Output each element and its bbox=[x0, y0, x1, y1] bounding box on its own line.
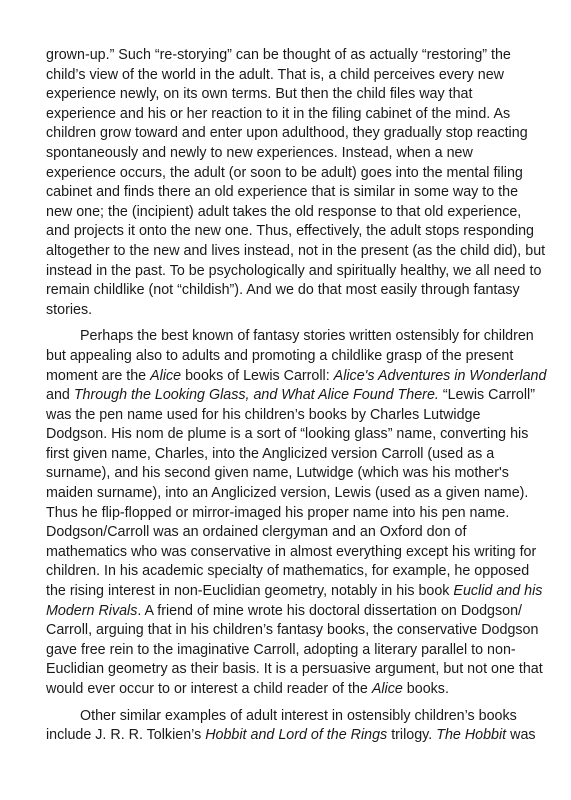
text-line bbox=[46, 523, 532, 543]
text-run: would ever occur to or interest a child reader of the bbox=[46, 681, 372, 697]
text-run: mathematics who was conservative in almost everything except his writing for bbox=[46, 543, 537, 560]
text-run: altogether to the new and lives instead, not in the present (as the child did), but bbox=[46, 242, 546, 259]
text-run: instead in the past. To be psychologically and spiritually healthy, we all need to bbox=[46, 262, 542, 279]
text-line bbox=[46, 105, 532, 125]
text-run: first given name, Charles, into the Anglicized version Carroll (used as a bbox=[46, 445, 495, 462]
text-run: moment are the bbox=[46, 367, 151, 384]
text-run: gave free rein to the imaginative Carroll, adopting a literary parallel to non- bbox=[46, 641, 516, 658]
text-line bbox=[46, 726, 536, 746]
text-line bbox=[46, 504, 532, 524]
text-line bbox=[46, 707, 532, 727]
italic-title: Hobbit and Lord of the Rings bbox=[205, 727, 388, 744]
text-line bbox=[46, 425, 532, 445]
text-run: was the pen name used for his children’s books by Charles Lutwidge bbox=[46, 406, 481, 423]
text-line bbox=[46, 164, 532, 184]
text-line bbox=[46, 203, 532, 223]
body-paragraph bbox=[46, 327, 547, 699]
text-line bbox=[46, 327, 532, 347]
text-run: remain childlike (not “childish”). And we do that most easily through fantasy bbox=[46, 282, 520, 299]
text-line bbox=[46, 641, 532, 661]
text-line bbox=[46, 582, 543, 602]
text-line bbox=[46, 242, 546, 262]
document-page bbox=[46, 46, 547, 746]
italic-title: Modern Rivals bbox=[46, 602, 138, 619]
text-run: but appealing also to adults and promoting a childlike grasp of the present bbox=[46, 347, 514, 364]
text-line bbox=[46, 660, 543, 680]
text-line bbox=[46, 301, 532, 321]
text-run: trilogy. bbox=[387, 727, 437, 744]
text-run: maiden surname), into an Anglicized version, Lewis (used as a given name). bbox=[46, 485, 529, 502]
text-run: cabinet and finds there an old experience that is similar in some way to the bbox=[46, 184, 519, 201]
text-run: and projects it onto the new one. Thus, effectively, the adult stops responding bbox=[46, 223, 534, 240]
body-paragraph bbox=[46, 707, 536, 746]
text-run: surname), and his second given name, Lutwidge (which was his mother's bbox=[46, 465, 509, 482]
text-run: the rising interest in non-Euclidian geometry, notably in his book bbox=[46, 583, 454, 600]
text-line bbox=[46, 484, 532, 504]
text-run: include J. R. R. Tolkien’s bbox=[46, 727, 206, 744]
text-run: Dodgson/Carroll was an ordained clergyman and an Oxford don of bbox=[46, 524, 467, 541]
text-run: experience and his or her reaction to it in the filing cabinet of the mind. As bbox=[46, 105, 511, 122]
text-line bbox=[46, 124, 532, 144]
text-run: experience occurs, the adult (or soon to be adult) goes into the mental filing bbox=[46, 164, 523, 181]
text-run: Thus he flip-flopped or mirror-imaged his proper name into his pen name. bbox=[46, 504, 510, 521]
text-line bbox=[46, 222, 532, 242]
text-line bbox=[46, 46, 532, 66]
italic-title: Alice bbox=[371, 681, 403, 697]
text-run: books. bbox=[402, 681, 449, 697]
text-line bbox=[46, 602, 532, 622]
text-line bbox=[46, 367, 547, 387]
text-run: experience newly, on its own terms. But then the child files way that bbox=[46, 86, 473, 103]
italic-title: Alice's Adventures in Wonderland bbox=[333, 367, 547, 384]
text-line bbox=[46, 281, 532, 301]
text-run: children. In his academic specialty of mathematics, for example, he opposed bbox=[46, 563, 530, 580]
text-line bbox=[46, 262, 542, 282]
text-run: and bbox=[46, 387, 74, 404]
text-run: Dodgson. His nom de plume is a sort of “looking glass” name, converting his bbox=[46, 426, 529, 443]
italic-title: Alice bbox=[150, 367, 182, 384]
text-line bbox=[46, 543, 537, 563]
text-run: was bbox=[506, 727, 536, 744]
text-line bbox=[46, 406, 532, 426]
italic-title: Through the Looking Glass, and What Alice Found There. bbox=[73, 387, 439, 404]
text-line bbox=[46, 144, 532, 164]
text-line bbox=[46, 183, 532, 203]
text-line bbox=[46, 445, 532, 465]
text-run: child’s view of the world in the adult. That is, a child perceives every new bbox=[46, 66, 504, 83]
text-line bbox=[46, 386, 535, 406]
text-line bbox=[46, 347, 532, 367]
text-run: Other similar examples of adult interest in ostensibly children’s books bbox=[80, 707, 517, 724]
text-run: Carroll, arguing that in his children’s fantasy books, the conservative Dodgson bbox=[46, 622, 539, 639]
text-run: . A friend of mine wrote his doctoral dissertation on Dodgson/ bbox=[137, 602, 523, 619]
text-line bbox=[46, 562, 532, 582]
text-run: new one; the (incipient) adult takes the old response to that old experience, bbox=[46, 203, 522, 220]
text-line bbox=[46, 85, 532, 105]
body-paragraph bbox=[46, 46, 546, 320]
text-line bbox=[46, 621, 539, 641]
text-run: children grow toward and enter upon adulthood, they gradually stop reacting bbox=[46, 125, 528, 142]
italic-title: The Hobbit bbox=[436, 727, 507, 744]
text-run: books of Lewis Carroll: bbox=[181, 367, 334, 384]
italic-title: Euclid and his bbox=[453, 583, 543, 600]
text-run: grown-up.” Such “re-storying” can be thought of as actually “restoring” the bbox=[46, 47, 511, 63]
text-run: Perhaps the best known of fantasy stories written ostensibly for children bbox=[80, 328, 534, 345]
text-run: spontaneously and newly to new experiences. Instead, when a new bbox=[46, 144, 473, 161]
text-line bbox=[46, 680, 532, 700]
text-run: “Lewis Carroll” bbox=[438, 387, 535, 404]
text-run: Euclidian geometry as their basis. It is a persuasive argument, but not one that bbox=[46, 661, 543, 678]
text-run: stories. bbox=[46, 301, 93, 318]
text-line bbox=[46, 66, 532, 86]
text-line bbox=[46, 464, 532, 484]
